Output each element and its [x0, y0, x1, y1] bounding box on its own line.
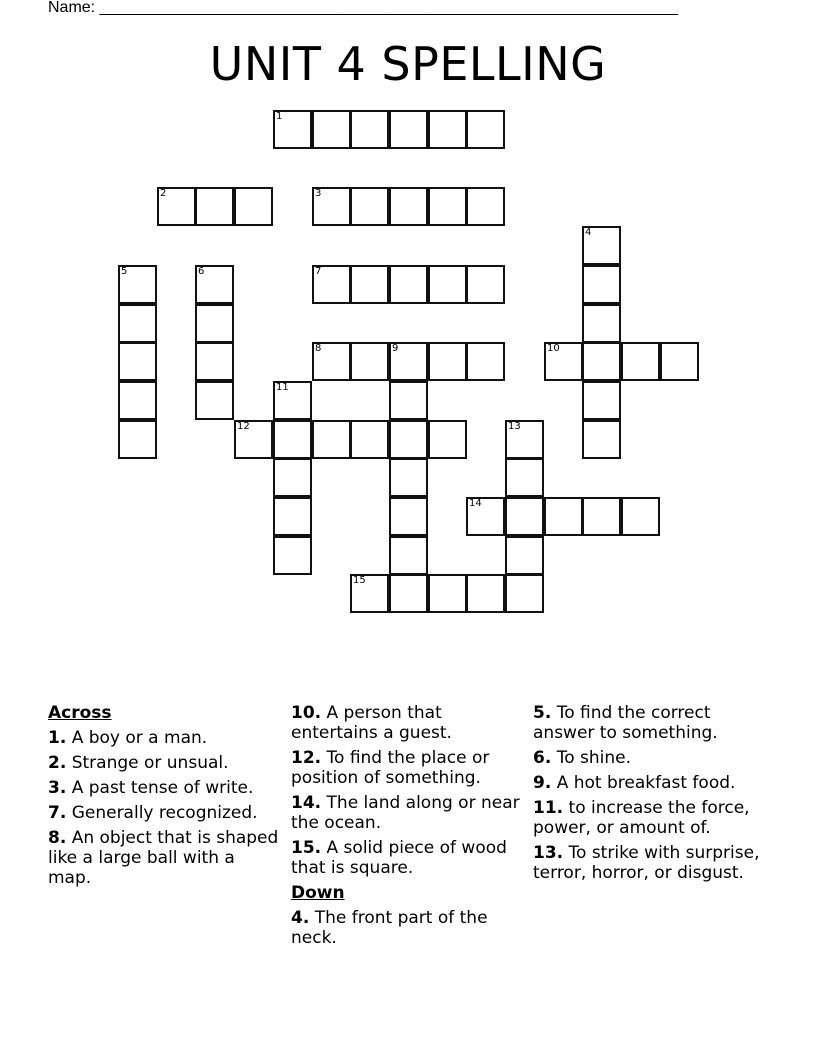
clue-number: 11.	[533, 798, 564, 818]
crossword-cell[interactable]	[466, 342, 505, 381]
clue-text: to increase the force, power, or amount of.	[533, 798, 750, 838]
crossword-cell[interactable]	[389, 381, 428, 420]
crossword-cell[interactable]	[195, 381, 234, 420]
crossword-cell[interactable]	[389, 342, 428, 381]
clue-item	[291, 793, 523, 833]
across-clue-list	[48, 728, 280, 888]
crossword-cell[interactable]	[273, 458, 312, 497]
clue-item	[533, 773, 765, 793]
clue-item	[533, 843, 765, 883]
clue-number: 6.	[533, 748, 552, 768]
clue-item	[48, 728, 280, 748]
clue-number: 6	[198, 266, 205, 277]
clue-number: 8.	[48, 828, 67, 848]
clue-number: 5	[121, 266, 128, 277]
clue-item	[533, 703, 765, 743]
clue-item	[291, 838, 523, 878]
crossword-cell[interactable]	[505, 458, 544, 497]
crossword-cell[interactable]	[312, 265, 351, 304]
crossword-cell[interactable]	[428, 110, 467, 149]
clue-number: 14.	[291, 793, 322, 813]
crossword-cell[interactable]	[350, 342, 389, 381]
clue-number: 13.	[533, 843, 564, 863]
clue-text: The land along or near the ocean.	[291, 793, 520, 833]
down-heading: Down	[291, 883, 345, 903]
crossword-cell[interactable]	[582, 304, 621, 343]
crossword-cell[interactable]	[273, 420, 312, 459]
crossword-cell[interactable]	[621, 342, 660, 381]
crossword-cell[interactable]	[350, 110, 389, 149]
crossword-cell[interactable]	[118, 420, 157, 459]
crossword-cell[interactable]	[582, 226, 621, 265]
crossword-cell[interactable]	[505, 536, 544, 575]
page-title: UNIT 4 SPELLING	[209, 37, 607, 91]
crossword-cell[interactable]	[273, 497, 312, 536]
crossword-cell[interactable]	[195, 342, 234, 381]
clue-number: 11	[276, 382, 289, 393]
crossword-cell[interactable]	[312, 110, 351, 149]
crossword-cell[interactable]	[466, 110, 505, 149]
crossword-cell[interactable]	[544, 342, 583, 381]
crossword-cell[interactable]	[350, 574, 389, 613]
crossword-cell[interactable]	[428, 342, 467, 381]
clue-text: A solid piece of wood that is square.	[291, 838, 507, 878]
crossword-cell[interactable]	[234, 420, 273, 459]
clue-text: Strange or unsual.	[66, 753, 229, 773]
clue-number: 3	[315, 188, 322, 199]
crossword-cell[interactable]	[273, 381, 312, 420]
clue-number: 7.	[48, 803, 67, 823]
clue-item	[533, 748, 765, 768]
clue-number: 4	[585, 227, 592, 238]
clue-number: 1	[276, 111, 283, 122]
crossword-cell[interactable]	[466, 265, 505, 304]
down-clue-list-continued	[533, 703, 765, 883]
crossword-cell[interactable]	[582, 342, 621, 381]
across-clue-list-continued	[291, 703, 523, 878]
crossword-cell[interactable]	[582, 420, 621, 459]
clue-number: 7	[315, 266, 322, 277]
crossword-cell[interactable]	[195, 265, 234, 304]
crossword-cell[interactable]	[428, 574, 467, 613]
clue-number: 10.	[291, 703, 322, 723]
clue-text: Generally recognized.	[66, 803, 258, 823]
name-field-label: Name: _________________________________________________________________	[48, 0, 678, 16]
clue-number: 2.	[48, 753, 67, 773]
clue-text: A hot breakfast food.	[551, 773, 736, 793]
clue-item	[48, 803, 280, 823]
crossword-cell[interactable]	[273, 536, 312, 575]
crossword-cell[interactable]	[389, 497, 428, 536]
crossword-cell[interactable]	[273, 110, 312, 149]
crossword-cell[interactable]	[389, 187, 428, 226]
clue-number: 8	[315, 343, 322, 354]
crossword-cell[interactable]	[312, 342, 351, 381]
clue-item	[291, 908, 523, 948]
clue-number: 13	[508, 421, 521, 432]
crossword-cell[interactable]	[234, 187, 273, 226]
clue-text: A boy or a man.	[66, 728, 208, 748]
crossword-cell[interactable]	[389, 536, 428, 575]
crossword-cell[interactable]	[118, 265, 157, 304]
crossword-cell[interactable]	[505, 574, 544, 613]
clue-item	[291, 748, 523, 788]
crossword-cell[interactable]	[428, 265, 467, 304]
crossword-cell[interactable]	[466, 187, 505, 226]
clue-column-2	[291, 703, 523, 953]
crossword-cell[interactable]	[389, 110, 428, 149]
clue-text: The front part of the neck.	[291, 908, 488, 948]
crossword-cell[interactable]	[389, 265, 428, 304]
clue-column-3	[533, 703, 765, 888]
clue-item	[48, 753, 280, 773]
crossword-cell[interactable]	[350, 265, 389, 304]
clue-number: 9.	[533, 773, 552, 793]
clue-text: A past tense of write.	[66, 778, 254, 798]
crossword-cell[interactable]	[118, 304, 157, 343]
clue-text: A person that entertains a guest.	[291, 703, 452, 743]
clue-text: To strike with surprise, terror, horror, or disgust.	[533, 843, 760, 883]
crossword-cell[interactable]	[428, 420, 467, 459]
crossword-cell[interactable]	[312, 187, 351, 226]
crossword-cell[interactable]	[544, 497, 583, 536]
crossword-cell[interactable]	[389, 574, 428, 613]
crossword-cell[interactable]	[195, 187, 234, 226]
crossword-cell[interactable]	[466, 574, 505, 613]
clue-number: 3.	[48, 778, 67, 798]
clue-text: To find the correct answer to something.	[533, 703, 718, 743]
clue-item	[48, 778, 280, 798]
crossword-cell[interactable]	[157, 187, 196, 226]
crossword-cell[interactable]	[118, 381, 157, 420]
clue-number: 15	[353, 575, 366, 586]
clue-number: 5.	[533, 703, 552, 723]
clue-item	[48, 828, 280, 888]
clue-item	[533, 798, 765, 838]
down-clue-list	[291, 908, 523, 948]
clue-text: An object that is shaped like a large ball with a map.	[48, 828, 279, 888]
crossword-cell[interactable]	[195, 304, 234, 343]
crossword-cell[interactable]	[428, 187, 467, 226]
clue-number: 9	[392, 343, 399, 354]
clue-item	[291, 703, 523, 743]
clue-number: 12	[237, 421, 250, 432]
across-heading: Across	[48, 703, 112, 723]
crossword-cell[interactable]	[389, 420, 428, 459]
crossword-cell[interactable]	[582, 497, 621, 536]
crossword-cell[interactable]	[505, 497, 544, 536]
crossword-cell[interactable]	[350, 420, 389, 459]
crossword-cell[interactable]	[660, 342, 699, 381]
crossword-cell[interactable]	[466, 497, 505, 536]
crossword-cell[interactable]	[621, 497, 660, 536]
clue-text: To find the place or position of something.	[291, 748, 490, 788]
clue-number: 14	[469, 498, 482, 509]
clue-number: 1.	[48, 728, 67, 748]
crossword-cell[interactable]	[389, 458, 428, 497]
clue-number: 2	[160, 188, 167, 199]
crossword-cell[interactable]	[582, 265, 621, 304]
crossword-cell[interactable]	[312, 420, 351, 459]
clue-number: 4.	[291, 908, 310, 928]
crossword-cell[interactable]	[118, 342, 157, 381]
crossword-cell[interactable]	[505, 420, 544, 459]
clue-text: To shine.	[551, 748, 631, 768]
crossword-cell[interactable]	[350, 187, 389, 226]
crossword-cell[interactable]	[582, 381, 621, 420]
clue-number: 10	[547, 343, 560, 354]
clue-column-1	[48, 703, 280, 893]
clue-number: 12.	[291, 748, 322, 768]
clue-number: 15.	[291, 838, 322, 858]
